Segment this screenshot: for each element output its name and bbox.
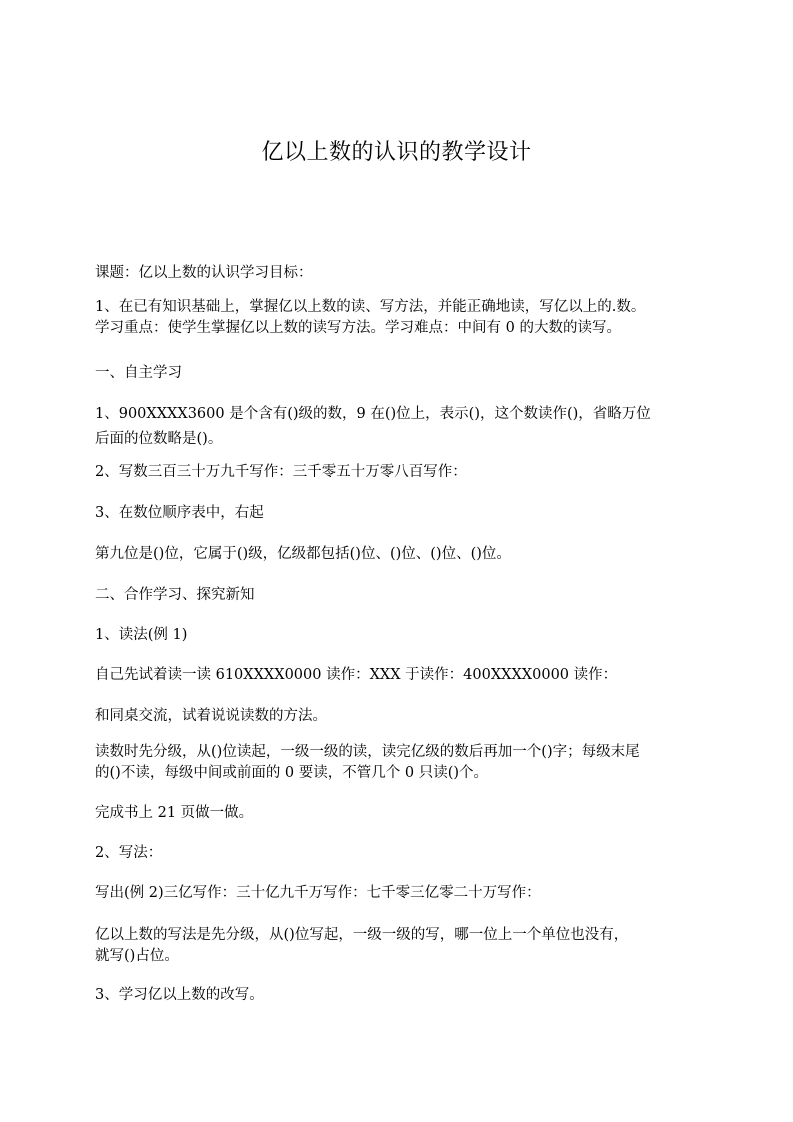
text-line: 写出(例 2)三亿写作：三十亿九千万写作：七千零三亿零二十万写作：: [95, 885, 541, 901]
text-line: 的()不读，每级中间或前面的 0 要读，不管几个 0 只读()个。: [95, 765, 489, 781]
text-line: 第九位是()位，它属于()级，亿级都包括()位、()位、()位、()位。: [95, 546, 511, 562]
text-line: 自己先试着读一读 610XXXX0000 读作：XXX 于读作：400XXXX0000 读作：: [95, 667, 618, 683]
text-line: 读数时先分级，从()位读起，一级一级的读，读完亿级的数后再加一个()字；每级末尾: [95, 744, 640, 760]
text-line: 3、学习亿以上数的改写。: [95, 987, 264, 1003]
question-1: [95, 404, 707, 450]
text-line: 后面的位数略是()。: [95, 431, 223, 447]
textbook-exercise: [95, 803, 707, 824]
paragraph-goals: [95, 297, 707, 339]
text-line: 和同桌交流，试着说说读数的方法。: [95, 708, 327, 724]
text-line: 完成书上 21 页做一做。: [95, 805, 254, 821]
section-heading-self-study: [95, 363, 707, 384]
text-line: 学习重点：使学生掌握亿以上数的读写方法。学习难点：中间有 0 的大数的读写。: [95, 320, 621, 336]
question-2: [95, 462, 707, 483]
paragraph-course-topic: [95, 263, 707, 284]
text-line: 2、写法：: [95, 845, 163, 861]
subheading-rewriting: [95, 985, 707, 1006]
reading-rule: [95, 742, 707, 784]
question-3-continued: [95, 544, 707, 565]
text-line: 一、自主学习: [95, 365, 182, 381]
subheading-writing: [95, 843, 707, 864]
text-line: 1、读法(例 1): [95, 627, 188, 643]
text-line: 亿以上数的写法是先分级，从()位写起，一级一级的写，哪一位上一个单位也没有，: [95, 927, 629, 943]
question-3: [95, 503, 707, 524]
text-line: 1、900XXXX3600 是个含有()级的数，9 在()位上，表示()，这个数读作()，省略万位: [95, 406, 651, 422]
writing-practice: [95, 883, 707, 904]
document-title: 亿以上数的认识的教学设计: [261, 140, 532, 165]
subheading-reading: [95, 625, 707, 646]
text-line: 3、在数位顺序表中，右起: [95, 505, 264, 521]
text-line: 1、在已有知识基础上，掌握亿以上数的读、写方法，并能正确地读，写亿以上的.数。: [95, 299, 646, 315]
text-line: 就写()占位。: [95, 948, 179, 964]
discussion-instruction: [95, 706, 707, 727]
text-line: 课题：亿以上数的认识学习目标：: [95, 265, 313, 281]
text-line: 2、写数三百三十万九千写作：三千零五十万零八百写作：: [95, 464, 467, 480]
section-heading-cooperative-learning: [95, 585, 707, 606]
reading-practice: [95, 665, 707, 686]
text-line: 二、合作学习、探究新知: [95, 587, 255, 603]
writing-rule: [95, 925, 707, 967]
